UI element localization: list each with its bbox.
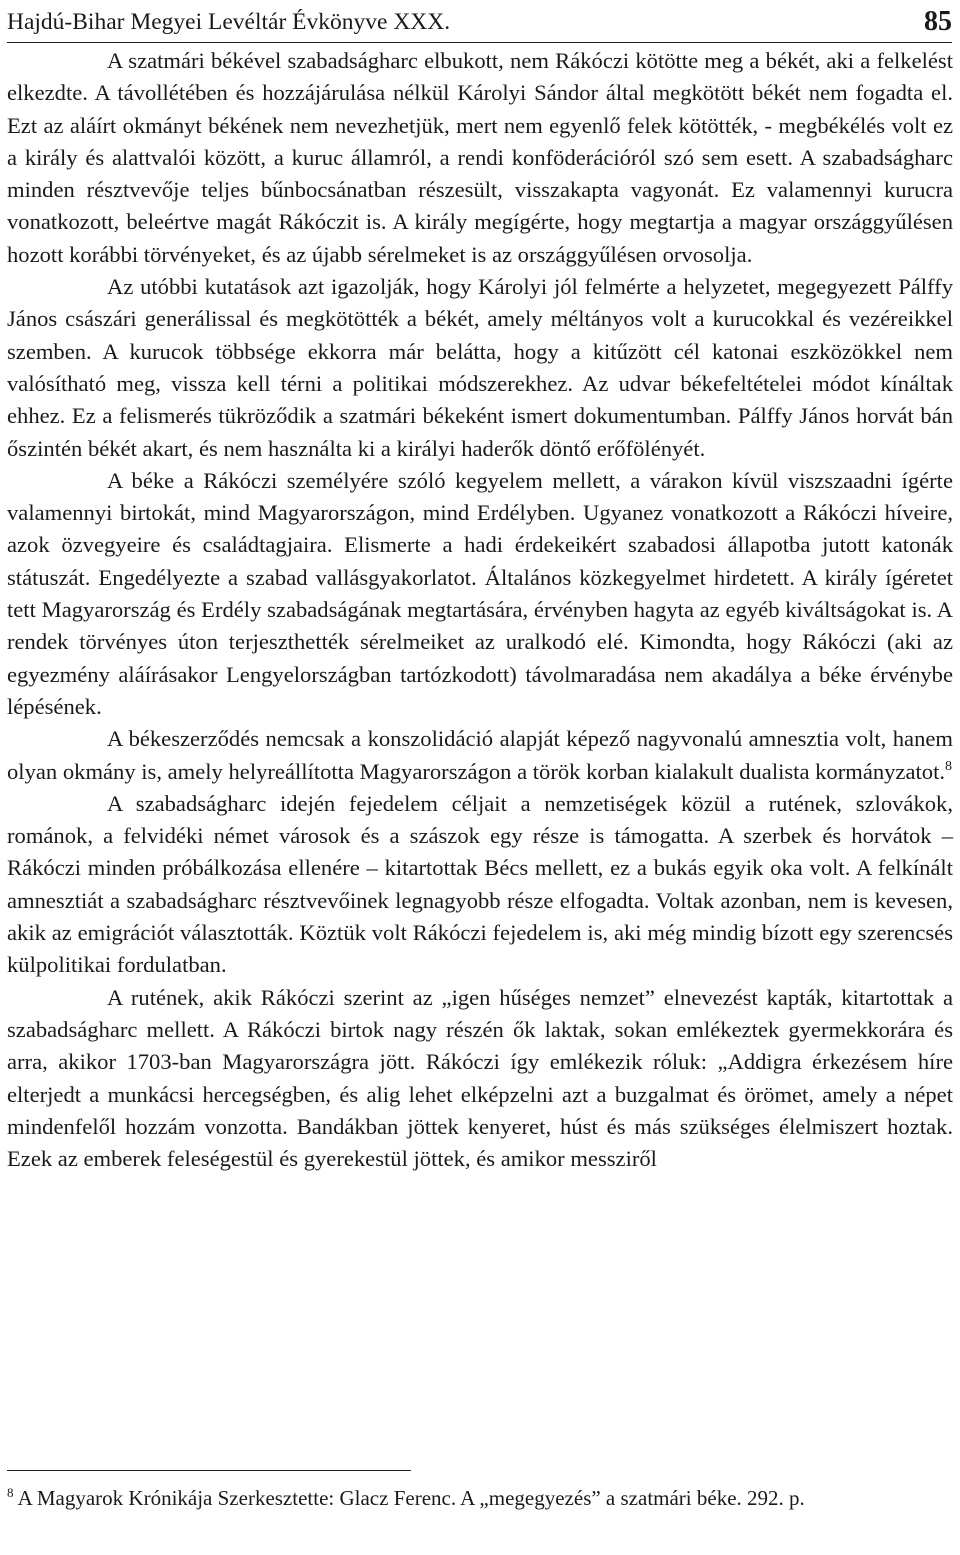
running-header: [7, 2, 952, 43]
footnote-text: A Magyarok Krónikája Szerkesztette: Glacz Ferenc. A „megegyezés” a szatmári béke. 292. p.: [17, 1486, 805, 1510]
paragraph: Az utóbbi kutatások azt igazolják, hogy Károlyi jól felmérte a helyzetet, megegyezett Pálffy János császári generálissal és megkötötték a békét, amely méltányos volt a kurucokkal és vezéreikkel szemben. A kurucok többsége ekkorra már belátta, hogy a kitűzött cél katonai eszközökkel nem valósítható meg, vissza kell térni a politikai módszerekhez. Az udvar békefeltételei módot kínáltak ehhez. Ez a felismerés tükröződik a szatmári békeként ismert dokumentumban. Pálffy János horvát bán őszintén békét akart, és nem használta ki a királyi haderők döntő erőfölényét.: [7, 274, 953, 461]
footnote-divider: [7, 1470, 411, 1471]
footnote: [7, 1483, 953, 1513]
main-text: [7, 45, 953, 1175]
paragraph: A rutének, akik Rákóczi szerint az „igen hűséges nemzet” elnevezést kapták, kitartottak a szabadságharc mellett. A Rákóczi birtok nagy részén ők laktak, sokan emlékeztek gyermekkorára és arra, akikor 1703-ban Magyarországra jött. Rákóczi így emlékezik róluk: „Addigra érkezésem híre elterjedt a munkácsi hercegségben, és alig lehet elképzelni azt a buzgalmat és örömet, amely a népet mindenfelől hozzám vonzotta. Bandákban jöttek kenyeret, húst és más szükséges élelmiszert hoztak. Ezek az emberek feleségestül és gyerekestül jöttek, és amikor messziről: [7, 984, 953, 1172]
page-number: 85: [924, 6, 952, 37]
paragraph: A szabadságharc idején fejedelem céljait a nemzetiségek közül a rutének, szlovákok, románok, a felvidéki német városok és a szászok egy része is támogatta. A szerbek és horvátok – Rákóczi minden próbálkozása ellenére – kitartottak Bécs mellett, ez a bukás egyik oka volt. A felkínált amnesztiát a szabadságharc résztvevőinek legnagyobb része elfogadta. Voltak azonban, nem is kevesen, akik az emigrációt választották. Köztük volt Rákóczi fejedelem is, aki még mindig bízott egy szerencsés külpolitikai fordulatban.: [7, 790, 953, 978]
paragraph: [7, 723, 953, 788]
footnote-reference[interactable]: 8: [945, 758, 952, 774]
paragraph: A béke a Rákóczi személyére szóló kegyelem mellett, a várakon kívül viszszaadni ígérte valamennyi birtokát, mind Magyarországon, mind Erdélyben. Ugyanez vonatkozott a Rákóczi híveire, azok özvegyeire és családtagjaira. Elismerte a hadi érdekeikért szabadosi állapotba jutott katonák státuszát. Engedélyezte a szabad vallásgyakorlatot. Általános közkegyelmet hirdetett. A király ígéretet tett Magyarország és Erdély szabadságának megtartására, érvényben hagyta az egyéb kiváltságokat is. A rendek törvényes úton terjeszthették sérelmeiket az uralkodó elé. Kimondta, hogy Rákóczi (aki az egyezmény aláírásakor Lengyelországban tartózkodott) távolmaradása nem akadálya a béke érvénybe lépésének.: [7, 467, 953, 719]
header-title: Hajdú-Bihar Megyei Levéltár Évkönyve XXX.: [7, 9, 451, 35]
paragraph-text: A békeszerződés nemcsak a konszolidáció alapját képező nagyvonalú amnesztia volt, hanem olyan okmány is, amely helyreállította Magyarországon a török korban kialakult dualista kormányzatot.: [7, 726, 953, 784]
paragraph: A szatmári békével szabadságharc elbukott, nem Rákóczi kötötte meg a békét, aki a felkelést elkezdte. A távollétében és hozzájárulása nélkül Károlyi Sándor által megkötött békét nem fogadta el. Ezt az aláírt okmányt békének nem nevezhetjük, mert nem egyenlő felek kötötték, - megbékélés volt ez a király és alattvalói között, a kuruc államról, a rendi konföderációról szó sem esett. A szabadságharc minden résztvevője teljes bűnbocsánatban részesült, visszakapta vagyonát. Ez valamennyi kurucra vonatkozott, beleértve magát Rákóczit is. A király megígérte, hogy megtartja a magyar országgyűlésen hozott korábbi törvényeket, és az újabb sérelmeket is az országgyűlésen orvosolja.: [7, 48, 953, 267]
footnote-marker: 8: [7, 1485, 14, 1500]
